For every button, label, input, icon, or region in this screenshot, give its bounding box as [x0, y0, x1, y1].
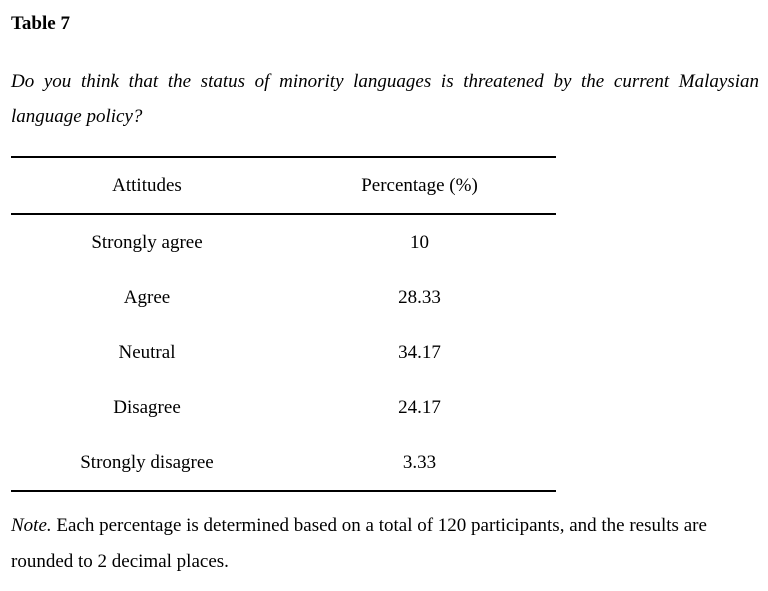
- table-row: [11, 380, 556, 435]
- attitude-cell: Disagree: [113, 396, 181, 418]
- attitude-cell: Agree: [123, 286, 171, 308]
- percentage-cell: 10: [410, 231, 429, 253]
- note-text: Each percentage is determined based on a total of 120 participants, and the results are rounded to 2 decimal places.: [11, 515, 707, 572]
- table-row: [11, 214, 556, 270]
- table-row: [11, 325, 556, 380]
- header-row: [11, 157, 556, 214]
- attitudes-table: [11, 156, 556, 492]
- note-label: Note.: [11, 515, 52, 536]
- table-row: [11, 270, 556, 325]
- header-attitudes: Attitudes: [112, 174, 182, 196]
- table-number-label: Table 7: [11, 13, 70, 34]
- table-header: [11, 157, 556, 214]
- table-body: [11, 214, 556, 491]
- percentage-cell: 28.33: [398, 286, 441, 308]
- percentage-cell: 34.17: [398, 341, 441, 363]
- percentage-cell: 24.17: [398, 396, 441, 418]
- table-caption: Do you think that the status of minority languages is threatened by the current Malaysian language policy?: [11, 71, 759, 127]
- percentage-cell: 3.33: [402, 451, 437, 473]
- attitude-cell: Strongly agree: [91, 231, 203, 253]
- table-row: [11, 435, 556, 491]
- attitude-cell: Strongly disagree: [80, 451, 214, 473]
- table-note: [11, 508, 759, 580]
- attitude-cell: Neutral: [118, 341, 176, 363]
- header-percentage: Percentage (%): [361, 174, 478, 196]
